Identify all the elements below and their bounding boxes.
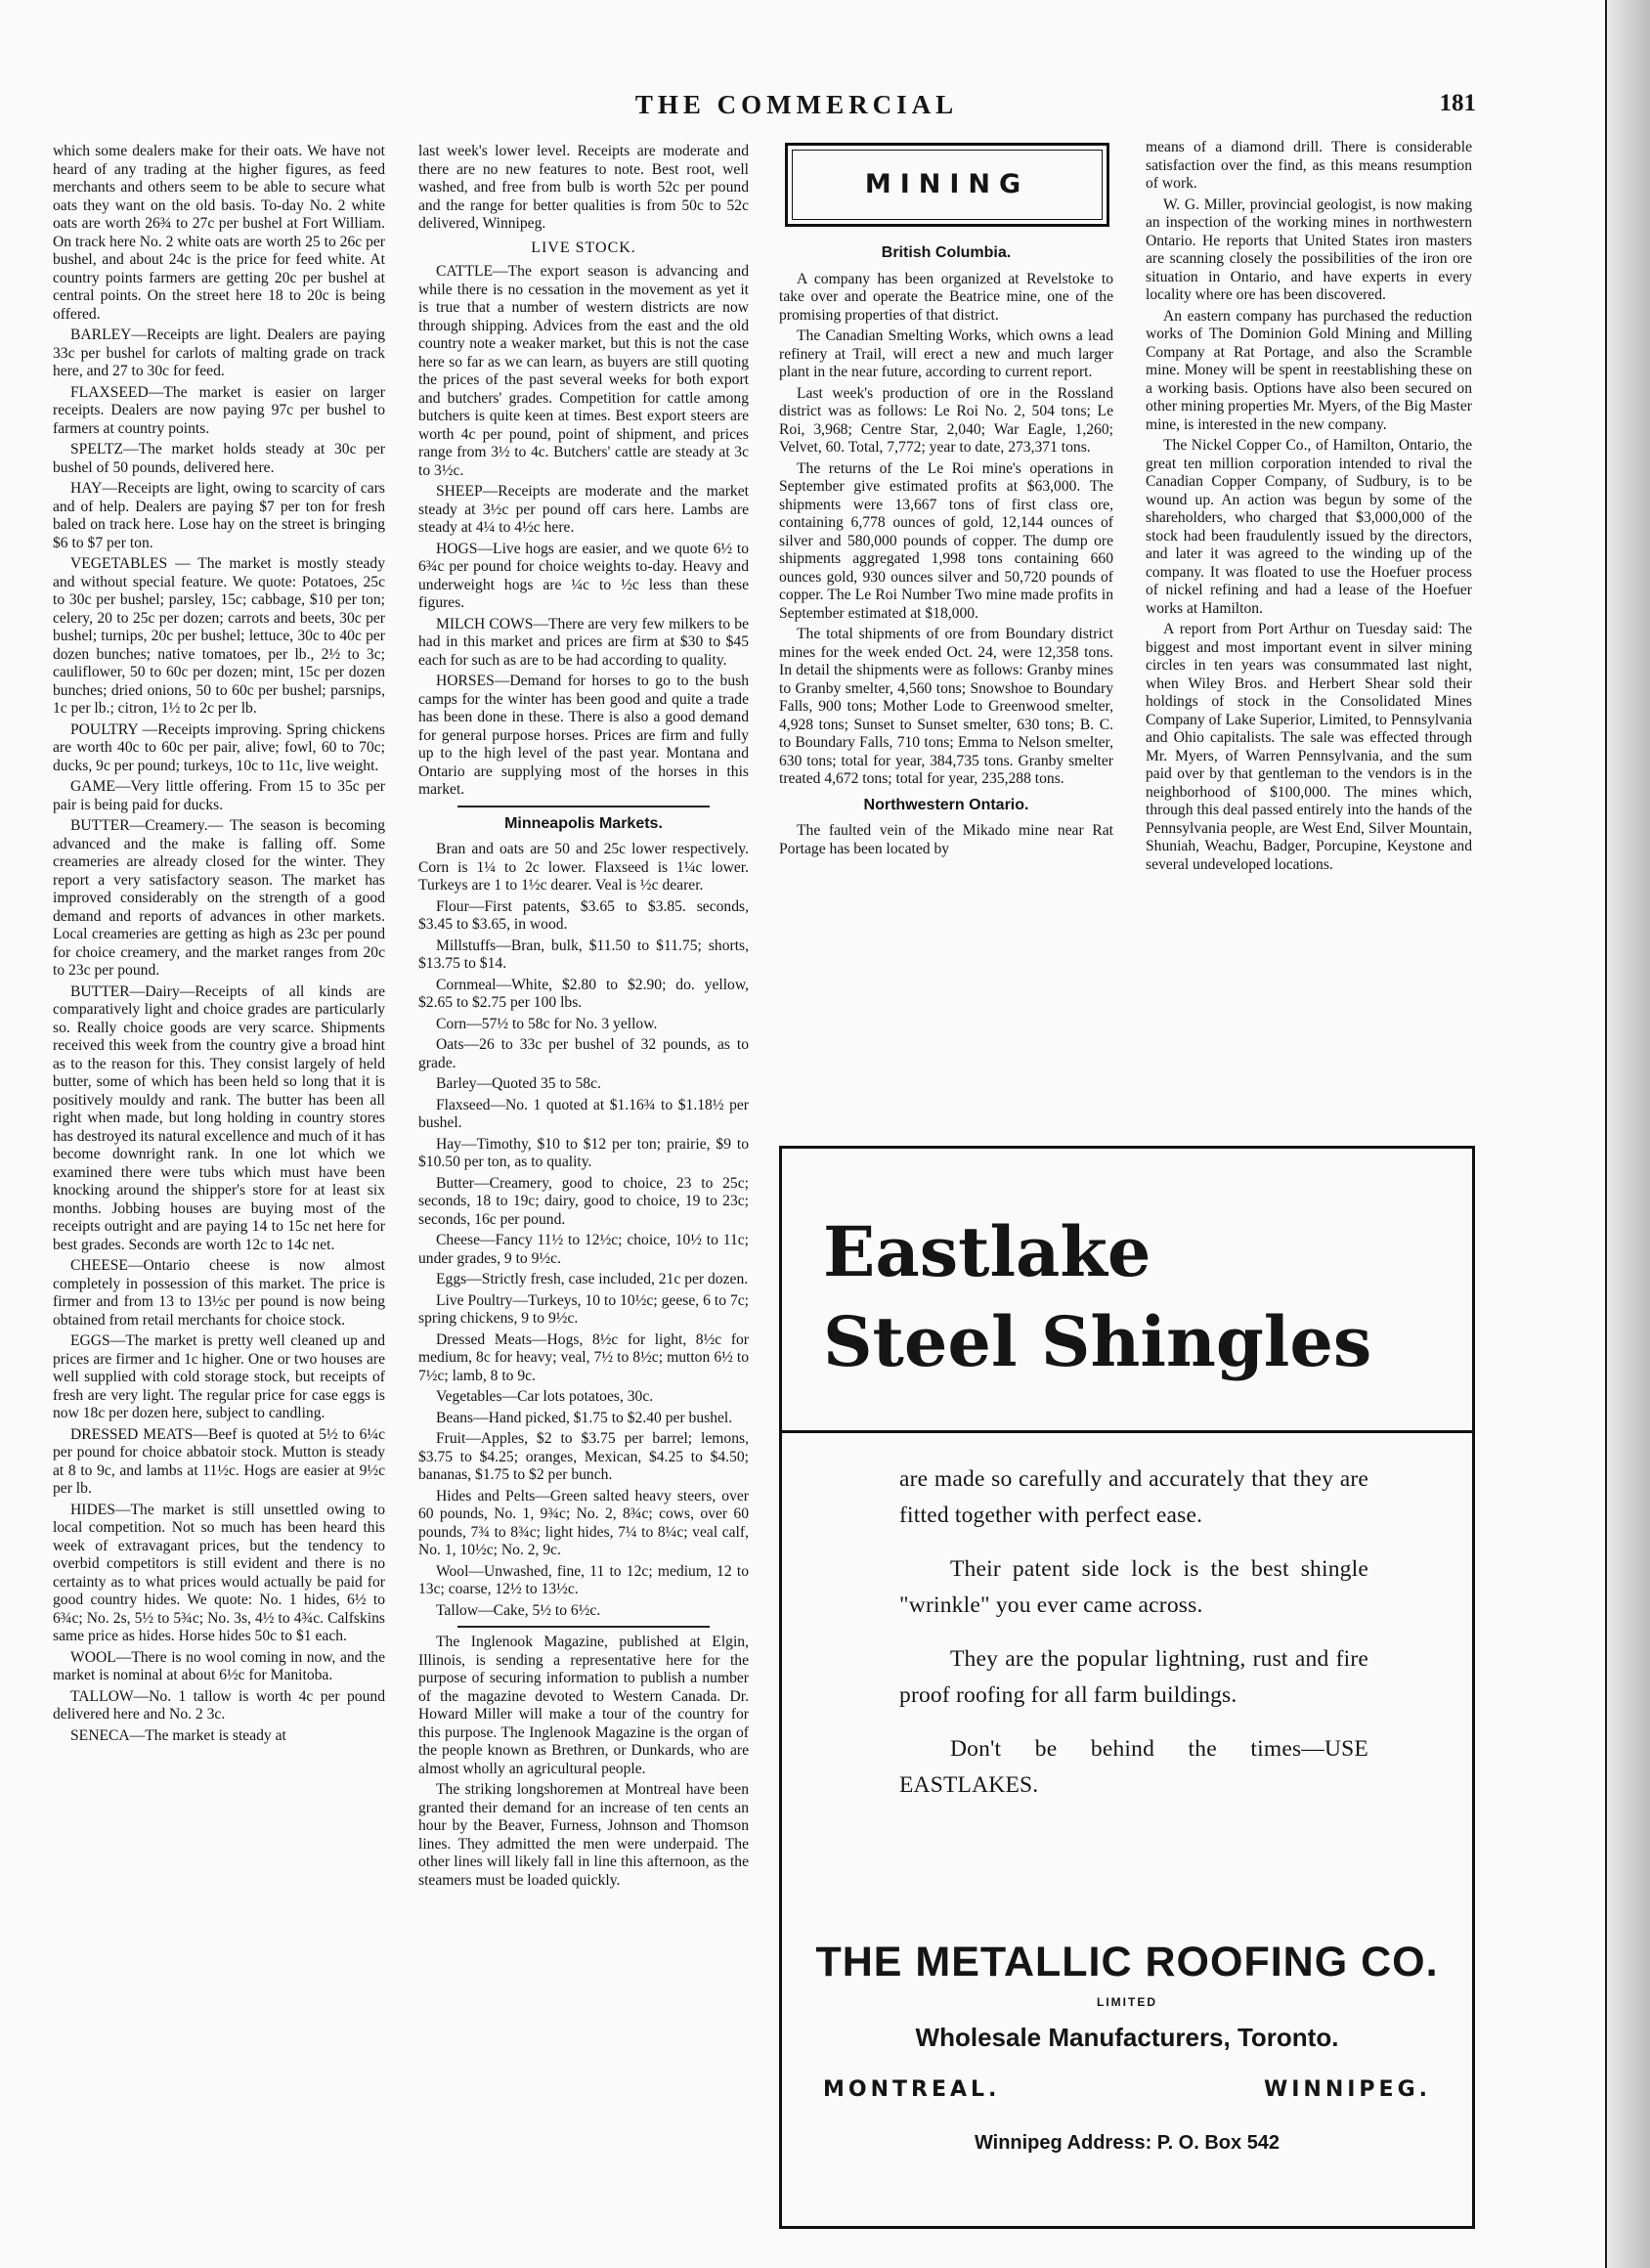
market-quote: Dressed Meats—Hogs, 8½c for light, 8½c for medium, 8c for heavy; veal, 7½ to 8½c; mutton 6½ to 7½c; lamb, 8 to 9c. [418, 1330, 749, 1384]
paragraph: W. G. Miller, provincial geologist, is now making an inspection of the working mines in northwestern Ontario. He reports that United States iron masters are scanning closely the possibilities of the iron ore situation in Ontario, and have experts in every locality where ore has been discovered. [1146, 196, 1472, 303]
ad-headline-panel [782, 1149, 1472, 1433]
paragraph: MILCH COWS—There are very few milkers to be had in this market and prices are firm at $30 to $45 each for such as are to be had according to quality. [418, 615, 749, 669]
market-quote: Butter—Creamery, good to choice, 23 to 25c; seconds, 18 to 19c; dairy, good to choice, 19 to 23c; seconds, 16c per pound. [418, 1174, 749, 1228]
market-quote: Live Poultry—Turkeys, 10 to 10½c; geese, 6 to 7c; spring chickens, 9 to 9½c. [418, 1291, 749, 1327]
eastlake-advertisement [779, 1146, 1475, 2229]
market-quote: Oats—26 to 33c per bushel of 32 pounds, as to grade. [418, 1036, 749, 1071]
paragraph: HAY—Receipts are light, owing to scarcity of cars and of help. Dealers are paying $7 per ton for fresh baled on track here. Lose hay on the street is bringing $6 to $7 per ton. [53, 480, 385, 551]
market-quote: Tallow—Cake, 5½ to 6½c. [436, 1601, 601, 1619]
paragraph: The faulted vein of the Mikado mine near Rat Portage has been located by [779, 822, 1113, 857]
paragraph: DRESSED MEATS—Beef is quoted at 5½ to 6¼c per pound for choice abbatoir stock. Mutton is steady at 8 to 9c, and lambs at 11½c. Hogs are easier at 9½c per lb. [53, 1425, 385, 1497]
company-limited: LIMITED [1097, 1995, 1157, 2009]
winnipeg-address: Winnipeg Address: P. O. Box 542 [974, 2132, 1281, 2154]
ad-paragraph: Their patent side lock is the best shingle "wrinkle" you ever came across. [899, 1556, 1368, 1618]
mining-title: MINING [864, 168, 1030, 199]
city-montreal: MONTREAL. [823, 2077, 1001, 2102]
paragraph: BUTTER—Dairy—Receipts of all kinds are comparatively light and choice grades are particularly so. Really choice goods are very scarce. Shipments received this week from the country give a broad hint as to the reason for this. They consist largely of held butter, some of which has been held so long that it is positively mouldy and rank. The butter has been all right when made, but long holding in country stores has destroyed its natural excellence and much of it has become downright rank. In one lot which we examined there were tubs which must have been knocking around the shipper's store for at least six months. Jobbing houses are buying most of the receipts outright and are paying 14 to 15c net here for best grades. Seconds are worth 12c to 14c net. [53, 982, 385, 1253]
page-number: 181 [1439, 90, 1476, 116]
divider [457, 1626, 710, 1628]
paragraph: BARLEY—Receipts are light. Dealers are paying 33c per bushel for carlots of malting grade on track here, and 27 to 30c for feed. [53, 327, 385, 379]
ad-headline [823, 1207, 1371, 1387]
market-quote: Cheese—Fancy 11½ to 12½c; choice, 10½ to 11c; under grades, 9 to 9½c. [418, 1232, 749, 1267]
paragraph: HORSES—Demand for horses to go to the bush camps for the winter has been good and quite a trade has been done in these. There is also a good demand for general purpose horses. Prices are firm and fully up to the high level of the past year. Montana and Ontario are supplying most of the horses in this market. [418, 673, 749, 798]
paragraph: The returns of the Le Roi mine's operations in September give estimated profits at $63,000. The shipments were 13,667 tons of first class ore, containing 6,778 ounces of gold, 12,144 ounces of silver and 580,000 pounds of copper. The dump ore shipments aggregated 1,998 tons containing 660 ounces gold, 930 ounces silver and 50,720 pounds of copper. The Le Roi Number Two mine made profits in September estimated at $18,000. [779, 459, 1113, 622]
paragraph: The total shipments of ore from Boundary district mines for the week ended Oct. 24, were 12,358 tons. In detail the shipments were as follows: Granby mines to Granby smelter, 4,560 tons; Snowshoe to Boundary Falls, 900 tons; Mother Lode to Greenwood smelter, 4,928 tons; Sunset to Sunset smelter, 630 tons; B. C. to Boundary Falls, 710 tons; Emma to Nelson smelter, 630 tons; total for year, 384,735 tons. Granby smelter treated 4,672 tons; total for year, 235,288 tons. [779, 626, 1113, 787]
market-quote: Beans—Hand picked, $1.75 to $2.40 per bushel. [436, 1409, 733, 1426]
british-columbia-heading: British Columbia. [881, 244, 1012, 261]
paragraph: FLAXSEED—The market is easier on larger receipts. Dealers are now paying 97c per bushel to farmers at country points. [53, 383, 385, 437]
column-1 [53, 143, 385, 1748]
paragraph: last week's lower level. Receipts are moderate and there are no new features to note. Best root, well washed, and free from bulb is worth 52c per pound and the range for better qualities is from 50c to 52c delivered, Winnipeg. [418, 143, 749, 232]
column-3 [779, 143, 1113, 861]
paragraph: A company has been organized at Revelstoke to take over and operate the Beatrice mine, one of the promising properties of that district. [779, 270, 1113, 324]
live-stock-heading: LIVE STOCK. [531, 239, 636, 256]
paragraph: VEGETABLES — The market is mostly steady and without special feature. We quote: Potatoes, 25c to 30c per bushel; parsley, 15c; cabbage, $10 per ton; celery, 20 to 25c per dozen; carrots and beets, 30c per bushel; turnips, 20c per bushel; lettuce, 30c to 40c per dozen bunches; native tomatoes, per lb., 2½ to 3c; cauliflower, 50 to 60c per dozen; mint, 15c per dozen bunches; dried onions, 50 to 60c per bushel; parsnips, 1c per lb.; citron, 1½ to 2c per lb. [53, 555, 385, 717]
column-4 [1146, 139, 1472, 877]
paragraph: GAME—Very little offering. From 15 to 35c per pair is being paid for ducks. [53, 778, 385, 813]
company-name: THE METALLIC ROOFING CO. [815, 1939, 1439, 1985]
market-quote: Flaxseed—No. 1 quoted at $1.16¾ to $1.18½ per bushel. [418, 1096, 749, 1131]
market-quote: Hay—Timothy, $10 to $12 per ton; prairie, $9 to $10.50 per ton, as to quality. [418, 1135, 749, 1170]
paragraph: The Nickel Copper Co., of Hamilton, Ontario, the great ten million corporation intended to rival the Canadian Copper Company, of Sudbury, is to be wound up. An action was begun by some of the shareholders, who charged that $3,000,000 of the stock had been fraudulently issued by the directors, and later it was agreed to the winding up of the company. It was floated to use the Hoefuer process of nickel refining and had a lease of the Hoefuer works at Hamilton. [1146, 437, 1472, 617]
paragraph: EGGS—The market is pretty well cleaned up and prices are firmer and 1c higher. One or two houses are well supplied with cold storage stock, but receipts of fresh are very light. The regular price for case eggs is now 18c per dozen here, subject to candling. [53, 1332, 385, 1421]
paragraph: HOGS—Live hogs are easier, and we quote 6½ to 6¾c per pound for choice weights to-day. Heavy and underweight hogs are ¼c to ½c less than these figures. [418, 540, 749, 611]
market-quote: Wool—Unwashed, fine, 11 to 12c; medium, 12 to 13c; coarse, 12½ to 13½c. [418, 1562, 749, 1597]
market-quote: Hides and Pelts—Green salted heavy steers, over 60 pounds, No. 1, 9¾c; No. 2, 8¾c; cows, over 60 pounds, 7¾ to 8¾c; light hides, 7¼ to 8¼c; veal calf, No. 1, 10½c; No. 2, 9c. [418, 1487, 749, 1558]
northwestern-ontario-heading: Northwestern Ontario. [863, 796, 1029, 813]
paragraph: TALLOW—No. 1 tallow is worth 4c per pound delivered here and No. 2 3c. [53, 1687, 385, 1723]
ad-paragraph: Don't be behind the times—USE EASTLAKES. [899, 1736, 1368, 1798]
paragraph: SHEEP—Receipts are moderate and the market steady at 3½c per pound off cars here. Lambs are steady at 4¼ to 4½c here. [418, 483, 749, 536]
ad-paragraph: They are the popular lightning, rust and fire proof roofing for all farm buildings. [899, 1646, 1368, 1708]
paragraph: CATTLE—The export season is advancing and while there is no cessation in the movement as yet it is true that a number of western districts are now through shipping. Advices from the east and the old country note a weaker market, but this is not the case here so far as we can learn, as buyers are still quoting the prices of the past several weeks for both export and butchers' grades. Competition for cattle among butchers is quite keen at times. Best export steers are worth 4c per pound, point of shipment, and prices range from 3½ to 4c. Butchers' cattle are steady at 3c to 3½c. [418, 263, 749, 479]
market-quote: Barley—Quoted 35 to 58c. [436, 1075, 601, 1092]
market-quote: Bran and oats are 50 and 25c lower respectively. Corn is 1¼ to 2c lower. Flaxseed is 1¼c lower. Turkeys are 1 to 1½c dearer. Veal is ½c dearer. [418, 841, 749, 894]
paragraph: The Canadian Smelting Works, which owns a lead refinery at Trail, will erect a new and much larger plant in the near future, according to current report. [779, 327, 1113, 380]
paragraph: WOOL—There is no wool coming in now, and the market is nominal at about 6½c for Manitoba. [53, 1648, 385, 1683]
ad-paragraph: are made so carefully and accurately that they are fitted together with perfect ease. [899, 1466, 1368, 1528]
company-tagline: Wholesale Manufacturers, Toronto. [915, 2023, 1339, 2052]
divider [457, 806, 710, 807]
paragraph: CHEESE—Ontario cheese is now almost completely in possession of this market. The price is firmer and from 13 to 13½c per pound is now being obtained from retail merchants for choice stock. [53, 1257, 385, 1329]
paragraph: SENECA—The market is steady at [70, 1726, 286, 1744]
paragraph: Last week's production of ore in the Rossland district was as follows: Le Roi No. 2, 504 tons; Le Roi, 3,968; Centre Star, 2,040; War Eagle, 1,260; Velvet, 60. Total, 7,772; year to date, 273,371 tons. [779, 384, 1113, 456]
paragraph: HIDES—The market is still unsettled owing to local competition. Not so much has been heard this week of extravagant prices, but the tendency to overbid competitors is still evident and there is no certainty as to what prices would actually be paid for good country hides. We quote: No. 1 hides, 6½ to 6¾c; No. 2s, 5½ to 5¾c; No. 3s, 4½ to 4¾c. Calfskins same price as hides. Horse hides 50c to $1 each. [53, 1501, 385, 1644]
column-2 [418, 143, 749, 1893]
paragraph: BUTTER—Creamery.— The season is becoming advanced and the make is falling off. Some creameries are already closed for the winter. They report a very satisfactory season. The market has improved considerably on the strength of a good demand and reports of advances in other markets. Local creameries are getting as high as 23c per pound for choice creamery, and the market ranges from 20c to 23c per pound. [53, 817, 385, 979]
market-quote: Millstuffs—Bran, bulk, $11.50 to $11.75; shorts, $13.75 to $14. [418, 937, 749, 972]
paragraph: means of a diamond drill. There is considerable satisfaction over the find, as this means resumption of work. [1146, 139, 1472, 192]
masthead-title: THE COMMERCIAL [634, 90, 959, 119]
paragraph: POULTRY —Receipts improving. Spring chickens are worth 40c to 60c per pair, alive; fowl, 60 to 70c; ducks, 9c per pound; turkeys, 10c to 11c, live weight. [53, 720, 385, 774]
page-header [117, 90, 1476, 123]
paragraph: which some dealers make for their oats. We have not heard of any trading at the higher figures, as feed merchants and others seem to be able to secure what oats they want on the old basis. To-day No. 2 white oats are worth 26¾ to 27c per bushel at Fort William. On track here No. 2 white oats are worth 25 to 26c per bushel, and about 24c is the price for feed white. At country points farmers are getting 20c per bushel at central points. On the street here 18 to 20c is being offered. [53, 143, 385, 323]
market-quote: Vegetables—Car lots potatoes, 30c. [436, 1388, 654, 1405]
minneapolis-heading: Minneapolis Markets. [504, 814, 663, 832]
paragraph: SPELTZ—The market holds steady at 30c per bushel of 50 pounds, delivered here. [53, 441, 385, 476]
ad-headline-line1: Eastlake [823, 1211, 1151, 1292]
page-edge [1605, 0, 1650, 2268]
market-quote: Eggs—Strictly fresh, case included, 21c per dozen. [436, 1271, 749, 1287]
market-quote: Flour—First patents, $3.65 to $3.85. seconds, $3.45 to $3.65, in wood. [418, 897, 749, 933]
mining-section-banner [785, 143, 1109, 227]
paragraph: An eastern company has purchased the reduction works of The Dominion Gold Mining and Milling Company at Rat Portage, and also the Scramble mine. Money will be spent in reestablishing these on a working basis. Options have also been secured on other mining properties Mr. Myers, of the Big Master mine, is interested in the new company. [1146, 307, 1472, 433]
market-quote: Corn—57½ to 58c for No. 3 yellow. [436, 1015, 658, 1032]
paragraph: The Inglenook Magazine, published at Elgin, Illinois, is sending a representative here for the purpose of securing information to publish a number of the magazine devoted to Western Canada. Dr. Howard Miller will make a tour of the country for this purpose. The Inglenook Magazine is the organ of the people known as Brethren, or Dunkards, who are almost wholly an agricultural people. [418, 1634, 749, 1777]
ad-headline-line2: Steel Shingles [823, 1301, 1372, 1382]
ad-body [899, 1461, 1368, 1821]
paragraph: A report from Port Arthur on Tuesday said: The biggest and most important event in silver mining circles in ten years was consummated last night, when Wiley Bros. and Herbert Shear sold their holdings of stock in the Consolidated Mines Company of Lake Superior, Limited, to Pennsylvania and Ohio capitalists. The sale was effected through Mr. Myers, of Warren Pennsylvania, and the sum paid over by that gentleman to the vendors is in the neighborhood of $100,000. The mines which, through this deal passed entirely into the hands of the Pennsylvania people, are West End, Silver Mountain, Shuniah, Weachu, Badger, Porcupine, Keystone and several undeveloped locations. [1146, 621, 1472, 873]
paragraph: The striking longshoremen at Montreal have been granted their demand for an increase of ten cents an hour by the Beaver, Furness, Johnson and Thomson lines. They admitted the men were underpaid. The other lines will likely fall in line this afternoon, as the steamers must be loaded quickly. [418, 1781, 749, 1889]
market-quote: Fruit—Apples, $2 to $3.75 per barrel; lemons, $3.75 to $4.25; oranges, Mexican, $4.25 to $4.50; bananas, $1.75 to $2 per bunch. [418, 1430, 749, 1483]
market-quote: Cornmeal—White, $2.80 to $2.90; do. yellow, $2.65 to $2.75 per 100 lbs. [418, 976, 749, 1011]
city-winnipeg: WINNIPEG. [1263, 2077, 1431, 2102]
